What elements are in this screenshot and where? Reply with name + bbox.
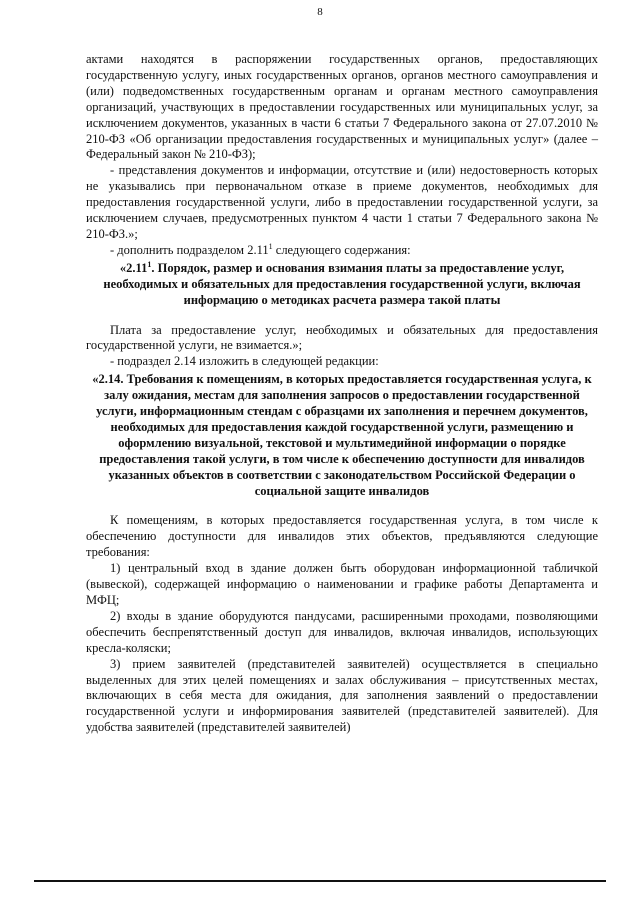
paragraph-3-text-end: следующего содержания: bbox=[272, 242, 411, 257]
paragraph-8: 2) входы в здание оборудуются пандусами, расширенными проходами, позволяющими обеспечить беспрепятственный доступ для инвалидов, включая инвалидов, использующих кресла-коляски; bbox=[86, 608, 598, 655]
paragraph-3-text: - дополнить подразделом 2.11 bbox=[110, 242, 269, 257]
spacer bbox=[86, 309, 598, 323]
paragraph-2: - представления документов и информации, отсутствие и (или) недостоверность которых не указывались при первоначальном отказе в приеме документов, необходимых для предоставления государственной услуги, либо в предоставлении государственной услуги, за исключением случаев, предусмотренных пунктом 4 части 1 статьи 7 Федерального закона № 210-ФЗ.»; bbox=[86, 163, 598, 241]
paragraph-9: 3) прием заявителей (представителей заявителей) осуществляется в специально выделенных для этих целей помещениях и залах обслуживания – присутственных местах, включающих в себя места для ожидания, для заполнения заявлений о предоставлении государственной услуги и информирования заявителей (представителей заявителей). Для удобства заявителей (представителей заявителей) bbox=[86, 656, 598, 735]
heading-number: «2.11 bbox=[119, 260, 148, 275]
section-heading-2-14: «2.14. Требования к помещениям, в которых предоставляется государственная услуга, к залу ожидания, местам для заполнения запросов о предоставлении государственной услуги, информационным стендам с образцами их заполнения и перечнем документов, необходимых для предоставления каждой государственной услуги, размещению и оформлению визуальной, текстовой и мультимедийной информации о порядке предоставления такой услуги, в том числе к обеспечению доступности для инвалидов указанных объектов в соответствии с законодательством Российской Федерации о социальной защите инвалидов bbox=[92, 372, 592, 498]
paragraph-7: 1) центральный вход в здание должен быть оборудован информационной табличкой (вывеской), содержащей информацию о наименовании и графике работы Департамента и МФЦ; bbox=[86, 561, 598, 607]
page-number: 8 bbox=[317, 6, 323, 18]
paragraph-5: - подраздел 2.14 изложить в следующей редакции: bbox=[110, 354, 379, 369]
document-body bbox=[86, 52, 598, 736]
paragraph-6: К помещениям, в которых предоставляется государственная услуга, в том числе к обеспечению доступности для инвалидов этих объектов, предъявляются следующие требования: bbox=[86, 513, 598, 560]
bottom-rule bbox=[34, 880, 606, 882]
paragraph-1: актами находятся в распоряжении государственных органов, предоставляющих государственную услугу, иных государственных органов, органов местного самоуправления и (или) подведомственных государственным органам и органам местного самоуправления организаций, участвующих в предоставлении государственных или муниципальных услуг, за исключением документов, указанных в части 6 статьи 7 Федерального закона от 27.07.2010 № 210-ФЗ «Об организации предоставления государственных и муниципальных услуг» (далее – Федеральный закон № 210-ФЗ); bbox=[86, 52, 598, 162]
heading-superscript: 1 bbox=[147, 259, 152, 269]
spacer bbox=[86, 499, 598, 513]
paragraph-4: Плата за предоставление услуг, необходимых и обязательных для предоставления государственной услуги, не взимается.»; bbox=[86, 322, 598, 353]
paragraph-3 bbox=[86, 243, 598, 259]
heading-text: . Порядок, размер и основания взимания платы за предоставление услуг, необходимых и обязательных для предоставления государственной услуги, включая информацию о методиках расчета размера такой платы bbox=[103, 260, 581, 307]
paragraph-3-superscript: 1 bbox=[268, 241, 273, 251]
section-heading-2-11-1 bbox=[86, 261, 598, 309]
